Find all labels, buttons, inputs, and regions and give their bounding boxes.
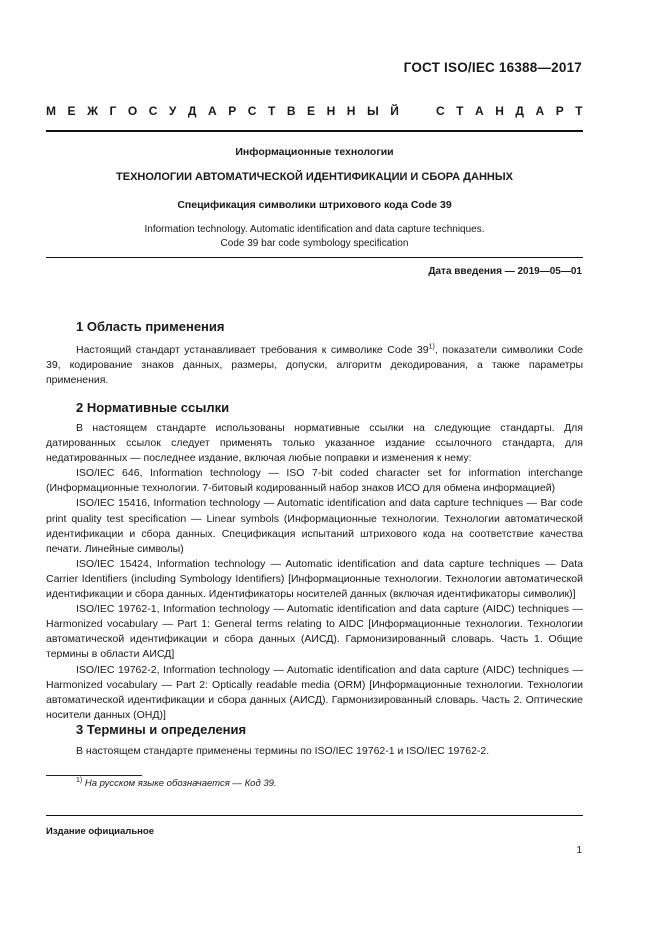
- english-title-line-1: Information technology. Automatic identification and data capture techniques.: [144, 224, 485, 235]
- banner-letter: Е: [67, 104, 76, 118]
- section-2-paragraph: ISO/IEC 646, Information technology — ISO 7-bit coded character set for information interchange (Информационные технологии. 7-битовый кодированный набор знаков ИСО для обмена информацией): [46, 467, 583, 495]
- section-1-text: [46, 343, 583, 388]
- banner-letter: [410, 104, 424, 118]
- banner-letter: Н: [495, 104, 504, 118]
- banner-letter: У: [168, 104, 177, 118]
- banner-letter: А: [535, 104, 545, 118]
- sub-title: Спецификация символики штрихового кода Code 39: [177, 199, 452, 211]
- main-title: ТЕХНОЛОГИИ АВТОМАТИЧЕСКОЙ ИДЕНТИФИКАЦИИ И СБОРА ДАННЫХ: [116, 171, 513, 183]
- banner-letter: М: [46, 104, 56, 118]
- footnote-mark: 1): [76, 776, 83, 784]
- banner-letter: Т: [575, 104, 583, 118]
- banner-letter: Т: [456, 104, 464, 118]
- section-3-text: [46, 744, 583, 759]
- header-rule: [46, 130, 583, 132]
- banner-letter: С: [247, 104, 257, 118]
- section-1-text-a: Настоящий стандарт устанавливает требования к символике Code 39: [76, 344, 429, 356]
- introduction-date: Дата введения — 2019—05—01: [428, 266, 582, 277]
- section-2-paragraph: ISO/IEC 15424, Information technology — Automatic identification and data capture techniques — Data Carrier Identifiers (including Symbology Identifiers) [Информационные технологии. Технологии автоматической идентификации и сбора данных. Идентификаторы носителей данных (включая идентификаторы символик)]: [46, 557, 583, 601]
- footnote: [76, 778, 277, 789]
- field-title: Информационные технологии: [235, 146, 394, 158]
- banner-letter: Р: [555, 104, 564, 118]
- banner-letter: Ж: [87, 104, 98, 118]
- banner-letter: А: [475, 104, 484, 118]
- banner-letter: С: [148, 104, 158, 118]
- banner-letter: А: [207, 104, 217, 118]
- banner-letter: С: [435, 104, 445, 118]
- section-3-heading: 3 Термины и определения: [76, 722, 247, 737]
- banner-letter: Е: [307, 104, 316, 118]
- banner-letter: Н: [346, 104, 356, 118]
- page-number: 1: [576, 845, 582, 856]
- footnote-separator: [46, 775, 142, 776]
- edition-label: Издание официальное: [46, 826, 154, 837]
- english-title: [46, 223, 583, 250]
- title-rule: [46, 257, 583, 258]
- banner-letter: Д: [187, 104, 197, 118]
- banner-letter: Н: [326, 104, 336, 118]
- section-2-heading: 2 Нормативные ссылки: [76, 400, 230, 415]
- footer-rule: [46, 815, 583, 816]
- section-2-paragraph: ISO/IEC 19762-2, Information technology — Automatic identification and data capture (AIDC) techniques — Harmonized vocabulary — Part 2: Optically readable media (ORM) [Информационные технологии. Технологии автоматической идентификации и сбора данных (АИСД). Гармонизированный словарь. Часть 2. Оптические носители данных (ОНД)]: [46, 663, 583, 721]
- footnote-text: На русском языке обозначается — Код 39.: [84, 778, 277, 789]
- banner-letter: Р: [228, 104, 237, 118]
- banner-letter: Д: [515, 104, 524, 118]
- section-2-paragraph: ISO/IEC 15416, Information technology — Automatic identification and data capture techniques — Bar code print quality test specification — Linear symbols (Информационные технологии. Технологии автоматической идентификации и сбора данных. Спецификация испытаний штрихового кода на соответствие качества печати. Линейные символы): [46, 497, 583, 555]
- standard-type-banner: [46, 104, 583, 118]
- section-1-heading: 1 Область применения: [76, 319, 225, 334]
- footnote-ref[interactable]: 1): [428, 343, 435, 351]
- english-title-line-2: Code 39 bar code symbology specification: [220, 237, 409, 249]
- banner-letter: Ы: [366, 104, 379, 118]
- banner-letter: Т: [267, 104, 276, 118]
- document-code: ГОСТ ISO/IEC 16388—2017: [403, 60, 582, 75]
- banner-letter: Й: [390, 104, 399, 118]
- banner-letter: В: [286, 104, 296, 118]
- section-1-text-b: , показатели символики Code 39, кодирование знаков данных, размеры, допуски, алгоритм декодирования, а также параметры применения.: [46, 344, 583, 387]
- banner-letter: Г: [109, 104, 117, 118]
- banner-letter: О: [127, 104, 138, 118]
- section-2-paragraph: ISO/IEC 19762-1, Information technology — Automatic identification and data capture (AIDC) techniques — Harmonized vocabulary — Part 1: General terms relating to AIDC [Информационные технологии. Технологии автоматической идентификации и сбора данных (АИСД). Гармонизированный словарь. Часть 1. Общие термины в области АИСД]: [46, 603, 583, 661]
- section-2-paragraph: В настоящем стандарте использованы нормативные ссылки на следующие стандарты. Для датированных ссылок следует применять только указанное издание ссылочного стандарта, для недатированных — последнее издание, включая любые поправки и изменения к нему:: [46, 422, 583, 465]
- section-2-text: [46, 421, 583, 723]
- section-3-paragraph: В настоящем стандарте применены термины по ISO/IEC 19762-1 и ISO/IEC 19762-2.: [76, 745, 490, 757]
